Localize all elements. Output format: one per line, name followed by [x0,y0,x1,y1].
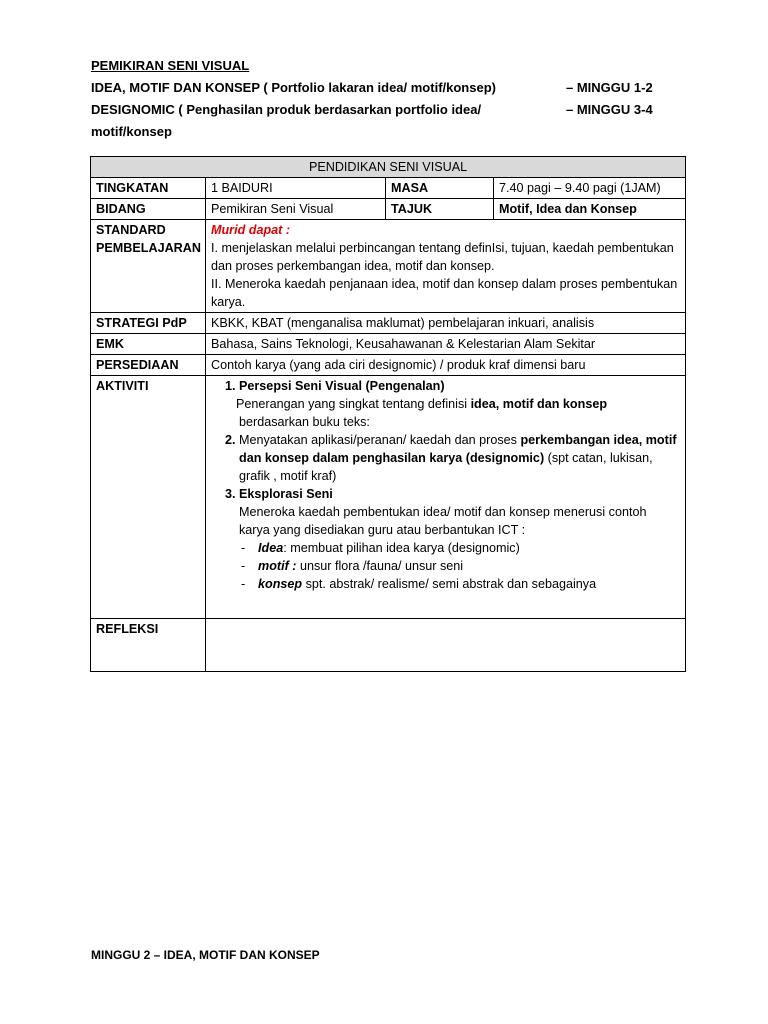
table-row [91,376,686,619]
persediaan-label: PERSEDIAAN [91,355,206,376]
doc-title: PEMIKIRAN SENI VISUAL [91,58,250,73]
bidang-value: Pemikiran Seni Visual [206,199,386,220]
aktiviti-3-title: Eksplorasi Seni [239,487,333,501]
standard-label-line-1: STANDARD [96,223,166,237]
header-week-1: – MINGGU 1-2 [566,80,653,95]
table-row [91,334,686,355]
standard-intro: Murid dapat : [211,223,291,237]
header-week-2: – MINGGU 3-4 [566,102,653,117]
aktiviti-label: AKTIVITI [91,376,206,619]
list-item [239,485,680,593]
aktiviti-1-title: Persepsi Seni Visual (Pengenalan) [239,379,445,393]
table-row [91,619,686,672]
tingkatan-value: 1 BAIDURI [206,178,386,199]
table-heading-row [91,157,686,178]
list-item [239,539,680,557]
header-line-2: DESIGNOMIC ( Penghasilan produk berdasarkan portfolio idea/ [91,102,482,117]
standard-label-line-2: PEMBELAJARAN [96,241,201,255]
header-line-3: motif/konsep [91,124,172,139]
aktiviti-1-text [236,395,680,413]
bidang-label: BIDANG [91,199,206,220]
standard-value [206,220,686,313]
list-item [239,575,680,593]
table-row [91,313,686,334]
list-item [239,431,680,485]
idea-text: : membuat pilihan idea karya (designomic) [283,541,520,555]
tajuk-label: TAJUK [386,199,494,220]
refleksi-value[interactable] [206,619,686,672]
idea-term: Idea [258,541,284,555]
page-footer: MINGGU 2 – IDEA, MOTIF DAN KONSEP [91,948,320,962]
motif-text: unsur flora /fauna/ unsur seni [296,559,464,573]
table-row [91,199,686,220]
standard-item-1: I. menjelaskan melalui perbincangan tentang definIsi, tujuan, kaedah pembentukan dan proses perkembangan idea, motif dan konsep. [211,241,674,273]
persediaan-value: Contoh karya (yang ada ciri designomic) / produk kraf dimensi baru [206,355,686,376]
standard-item-2: II. Meneroka kaedah penjanaan idea, motif dan konsep dalam proses pembentukan karya. [211,277,678,309]
masa-label: MASA [386,178,494,199]
aktiviti-2-text-a: Menyatakan aplikasi/peranan/ kaedah dan proses [239,433,521,447]
masa-value: 7.40 pagi – 9.40 pagi (1JAM) [494,178,686,199]
aktiviti-1-text-b: berdasarkan buku teks: [239,415,370,429]
strategi-value: KBKK, KBAT (menganalisa maklumat) pembelajaran inkuari, analisis [206,313,686,334]
table-row [91,355,686,376]
motif-term: motif : [258,559,297,573]
aktiviti-3-sublist [239,539,680,593]
refleksi-label: REFLEKSI [91,619,206,672]
aktiviti-2-bold: perkembangan idea, motif dan konsep dalam penghasilan karya (designomic) [239,433,677,465]
table-heading: PENDIDIKAN SENI VISUAL [91,157,686,178]
emk-label: EMK [91,334,206,355]
aktiviti-2-text-b: (spt catan, lukisan, grafik , motif kraf) [239,451,653,483]
lesson-plan-table [90,156,686,672]
emk-value: Bahasa, Sains Teknologi, Keusahawanan & Kelestarian Alam Sekitar [206,334,686,355]
strategi-label: STRATEGI PdP [91,313,206,334]
header-line-1: IDEA, MOTIF DAN KONSEP ( Portfolio lakaran idea/ motif/konsep) [91,80,496,95]
aktiviti-value [206,376,686,619]
tingkatan-label: TINGKATAN [91,178,206,199]
tajuk-value: Motif, Idea dan Konsep [494,199,686,220]
konsep-term: konsep [258,577,303,591]
aktiviti-1-bold: idea, motif dan konsep [470,397,608,411]
list-item [239,557,680,575]
aktiviti-3-text: Meneroka kaedah pembentukan idea/ motif dan konsep menerusi contoh karya yang disediakan guru atau berbantukan ICT : [239,505,647,537]
konsep-text: spt. abstrak/ realisme/ semi abstrak dan sebagainya [302,577,597,591]
aktiviti-1-text-a: Penerangan yang singkat tentang definisi [236,397,471,411]
table-row [91,178,686,199]
aktiviti-list [211,377,680,593]
list-item [236,377,680,431]
standard-label [91,220,206,313]
table-row [91,220,686,313]
